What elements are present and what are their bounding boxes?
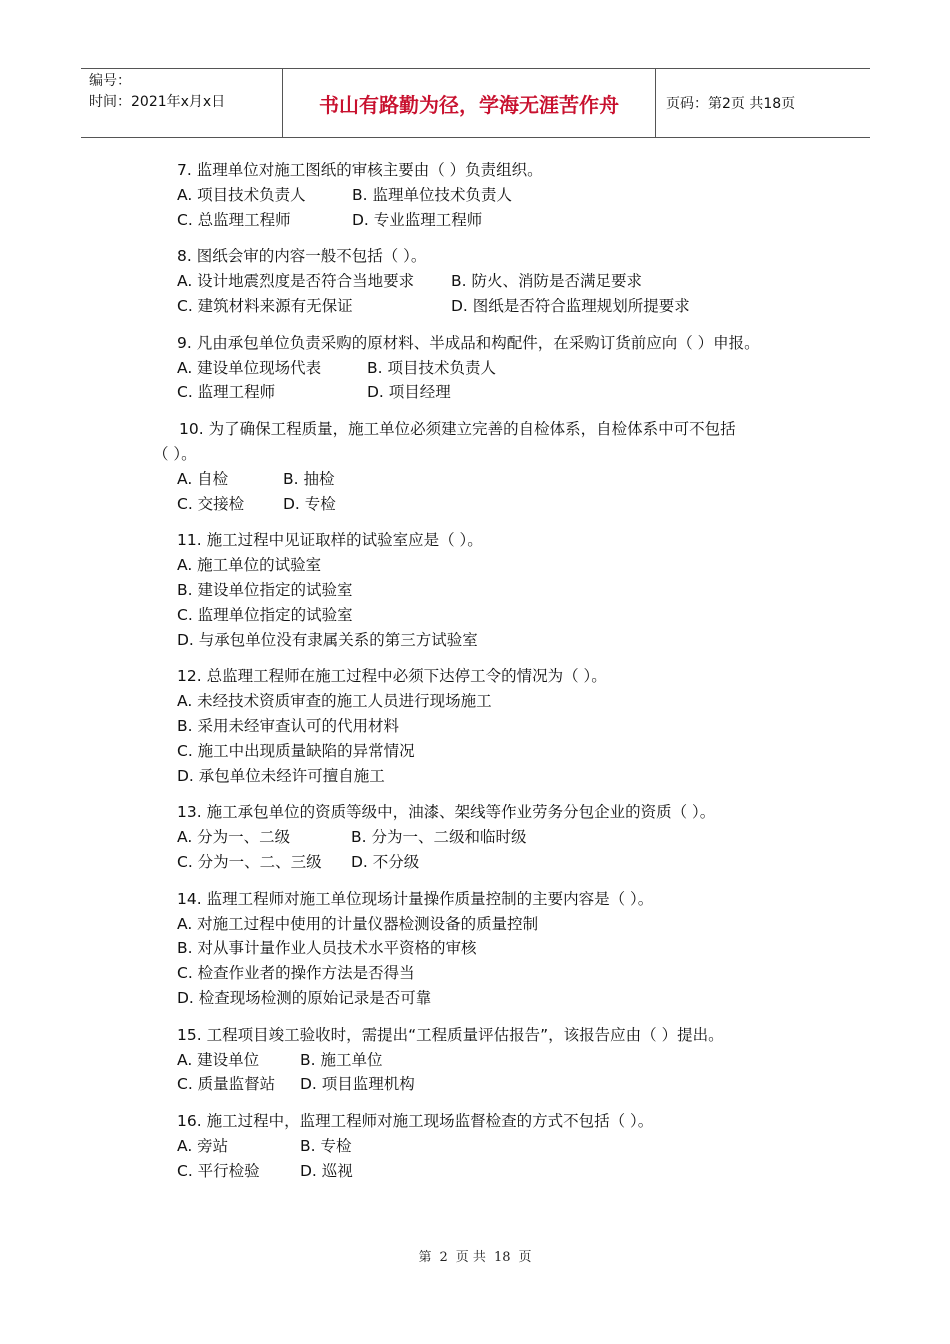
option-a: A. 施工单位的试验室	[177, 556, 322, 575]
option-b: B. 采用未经审查认可的代用材料	[177, 716, 399, 735]
question-stem: 12. 总监理工程师在施工过程中必须下达停工令的情况为（ ）。	[177, 667, 607, 686]
option-d: D. 图纸是否符合监理规划所提要求	[451, 296, 690, 315]
option-a: A. 建设单位	[177, 1050, 260, 1069]
question-stem: 15. 工程项目竣工验收时，需提出“工程质量评估报告”，该报告应由（ ）提出。	[177, 1025, 724, 1044]
option-c: C. 检查作业者的操作方法是否得当	[177, 964, 415, 983]
option-c: C. 施工中出现质量缺陷的异常情况	[177, 741, 415, 760]
option-b: B. 分为一、二级和临时级	[351, 828, 527, 847]
question-9	[153, 331, 833, 405]
option-a: A. 对施工过程中使用的计量仪器检测设备的质量控制	[177, 914, 539, 933]
header-page-info: 页码：第2页 共18页	[666, 96, 796, 112]
options-row	[153, 492, 833, 517]
options-row	[153, 208, 833, 233]
option-d: D. 项目经理	[367, 383, 451, 402]
options-row	[153, 1159, 833, 1184]
question-8	[153, 244, 833, 318]
question-stem: 14. 监理工程师对施工单位现场计量操作质量控制的主要内容是（ ）。	[177, 889, 654, 908]
question-stem: 8. 图纸会审的内容一般不包括（ ）。	[177, 247, 427, 266]
option-a: A. 自检	[177, 469, 229, 488]
date-label: 时间：2021年x月x日	[89, 94, 226, 110]
option-c: C. 质量监督站	[177, 1075, 276, 1094]
option-b: B. 对从事计量作业人员技术水平资格的审核	[177, 939, 477, 958]
question-16	[153, 1109, 833, 1183]
option-b: B. 防火、消防是否满足要求	[451, 272, 642, 291]
footer-mid: 页 共	[455, 1250, 486, 1265]
question-stem: 10. 为了确保工程质量，施工单位必须建立完善的自检体系，自检体系中可不包括	[179, 420, 736, 439]
question-stem: 16. 施工过程中，监理工程师对施工现场监督检查的方式不包括（ ）。	[177, 1112, 654, 1131]
question-15	[153, 1023, 833, 1097]
question-stem: 7. 监理单位对施工图纸的审核主要由（ ）负责组织。	[177, 161, 543, 179]
option-d: D. 与承包单位没有隶属关系的第三方试验室	[177, 630, 478, 649]
option-d: D. 项目监理机构	[300, 1075, 415, 1094]
option-b: B. 项目技术负责人	[367, 358, 496, 377]
option-c: C. 总监理工程师	[177, 210, 291, 229]
option-b: B. 专检	[300, 1136, 352, 1155]
question-stem: 13. 施工承包单位的资质等级中，油漆、架线等作业劳务分包企业的资质（ ）。	[177, 803, 716, 822]
footer-prefix: 第	[418, 1250, 432, 1265]
page-footer	[0, 1246, 950, 1265]
option-c: C. 交接检	[177, 494, 245, 513]
question-stem: 9. 凡由承包单位负责采购的原材料、半成品和构配件，在采购订货前应向（ ）申报。	[177, 333, 760, 352]
header-motto: 书山有路勤为径，学海无涯苦作舟	[282, 69, 656, 137]
options-row	[153, 294, 833, 319]
options-row	[153, 1134, 833, 1159]
option-c: C. 分为一、二、三级	[177, 852, 322, 871]
page-header	[81, 68, 870, 138]
option-b: B. 抽检	[283, 469, 335, 488]
footer-page-total: 18	[493, 1250, 511, 1265]
options-row	[153, 380, 833, 405]
header-meta	[81, 69, 282, 137]
options-row	[153, 850, 833, 875]
options-row	[153, 269, 833, 294]
footer-page-number: 2	[439, 1250, 448, 1265]
options-row	[153, 183, 833, 208]
option-d: D. 专检	[283, 494, 336, 513]
options-row	[153, 356, 833, 381]
option-c: C. 监理工程师	[177, 383, 276, 402]
options-row	[153, 1048, 833, 1073]
option-d: D. 不分级	[351, 852, 420, 871]
question-stem-continued: （ ）。	[153, 444, 197, 463]
options-row	[153, 825, 833, 850]
option-b: B. 施工单位	[300, 1050, 383, 1069]
option-c: C. 监理单位指定的试验室	[177, 605, 353, 624]
question-14	[153, 887, 833, 1011]
question-12	[153, 664, 833, 788]
question-stem: 11. 施工过程中见证取样的试验室应是（ ）。	[177, 531, 483, 550]
option-a: A. 项目技术负责人	[177, 185, 306, 204]
number-label: 编号：	[89, 73, 131, 89]
option-d: D. 承包单位未经许可擅自施工	[177, 766, 385, 785]
option-d: D. 专业监理工程师	[352, 210, 483, 229]
options-row	[153, 1072, 833, 1097]
option-d: D. 巡视	[300, 1161, 353, 1180]
option-d: D. 检查现场检测的原始记录是否可靠	[177, 988, 432, 1007]
option-a: A. 设计地震烈度是否符合当地要求	[177, 272, 415, 291]
question-13	[153, 800, 833, 874]
option-a: A. 建设单位现场代表	[177, 358, 322, 377]
question-11	[153, 528, 833, 652]
footer-suffix: 页	[518, 1250, 532, 1265]
question-7	[153, 158, 833, 232]
options-row	[153, 467, 833, 492]
question-list	[153, 158, 833, 1195]
option-b: B. 建设单位指定的试验室	[177, 580, 353, 599]
option-c: C. 建筑材料来源有无保证	[177, 296, 353, 315]
option-c: C. 平行检验	[177, 1161, 260, 1180]
option-b: B. 监理单位技术负责人	[352, 185, 512, 204]
question-10	[153, 417, 833, 516]
option-a: A. 旁站	[177, 1136, 229, 1155]
option-a: A. 未经技术资质审查的施工人员进行现场施工	[177, 692, 492, 711]
option-a: A. 分为一、二级	[177, 828, 291, 847]
